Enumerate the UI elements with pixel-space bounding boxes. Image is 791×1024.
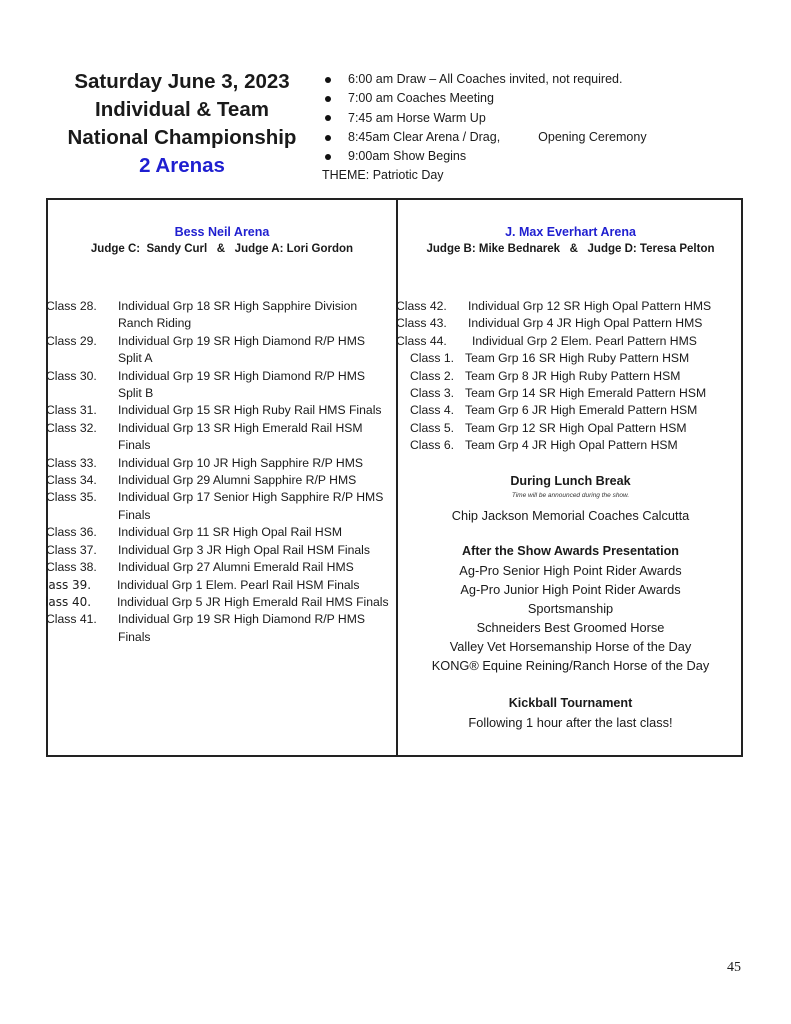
award-item: Sportsmanship (527, 601, 614, 616)
arena-schedule-table (46, 198, 743, 757)
class-description: Individual Grp 27 Alumni Emerald Rail HMS (118, 560, 354, 575)
class-description: Individual Grp 13 SR High Emerald Rail HSM Finals (118, 420, 363, 453)
class-row (398, 368, 743, 385)
class-number: Class 37. (46, 542, 97, 557)
bullet-icon (325, 77, 331, 83)
schedule-item (322, 109, 647, 128)
class-description: Individual Grp 19 SR High Diamond R/P HMS Finals (118, 612, 366, 644)
class-number: Class 29. (46, 333, 97, 348)
title-championship: National Championship (67, 126, 297, 149)
class-description: Individual Grp 5 JR High Emerald Rail HMS Finals (117, 594, 389, 609)
page-title-block (44, 68, 320, 180)
class-row (45, 594, 396, 611)
kickball-text: Following 1 hour after the last class! (468, 715, 673, 730)
class-description: Individual Grp 10 JR High Sapphire R/P HMS (118, 455, 363, 470)
class-row (48, 298, 396, 333)
class-number: Class 4. (410, 403, 455, 418)
theme-line: THEME: Patriotic Day (322, 168, 444, 183)
schedule-item-text: 6:00 am Draw – All Coaches invited, not required. (348, 72, 623, 86)
class-number: lass 39. (45, 577, 92, 592)
class-row (45, 577, 396, 594)
class-number: Class 31. (46, 403, 97, 418)
page-number: 45 (727, 960, 741, 975)
class-row (48, 333, 396, 368)
award-item: Ag-Pro Junior High Point Rider Awards (460, 582, 681, 597)
class-row (48, 368, 396, 403)
class-row (48, 472, 396, 489)
class-row (398, 420, 743, 437)
class-description: Individual Grp 17 Senior High Sapphire R/P HMS Finals (118, 490, 384, 522)
title-date: Saturday June 3, 2023 (74, 70, 290, 93)
bullet-icon (325, 154, 331, 160)
kickball-heading: Kickball Tournament (508, 696, 633, 710)
class-row (398, 350, 743, 367)
arena-name: Bess Neil Arena (174, 225, 270, 239)
class-description: Team Grp 8 JR High Ruby Pattern HSM (465, 368, 681, 383)
class-number: Class 41. (46, 612, 97, 627)
class-number: Class 35. (46, 490, 97, 505)
class-row (48, 489, 396, 524)
class-number: Class 34. (46, 473, 97, 488)
class-row (48, 611, 396, 646)
left-class-list (45, 298, 396, 646)
class-number: Class 5. (410, 420, 455, 435)
class-row (398, 315, 743, 332)
class-description: Individual Grp 12 SR High Opal Pattern HMS (468, 299, 712, 313)
arena-judges: Judge B: Mike Bednarek & Judge D: Teresa Pelton (426, 243, 715, 255)
bullet-icon (325, 96, 331, 102)
class-row (48, 420, 396, 455)
class-number: Class 6. (410, 438, 455, 453)
class-description: Individual Grp 3 JR High Opal Rail HSM Finals (118, 542, 370, 557)
class-description: Individual Grp 15 SR High Ruby Rail HMS Finals (118, 403, 382, 418)
class-number: Class 43. (396, 316, 447, 331)
morning-schedule (322, 70, 647, 186)
class-number: Class 30. (46, 368, 97, 383)
schedule-item-text: 8:45am Clear Arena / Drag, (348, 129, 501, 144)
schedule-item (322, 89, 647, 108)
lunch-event: Chip Jackson Memorial Coaches Calcutta (451, 508, 690, 523)
award-item: Schneiders Best Groomed Horse (476, 620, 665, 635)
class-row (48, 559, 396, 576)
schedule-item-text: 9:00am Show Begins (348, 149, 467, 164)
class-number: Class 36. (46, 525, 97, 540)
class-description: Team Grp 12 SR High Opal Pattern HSM (465, 420, 687, 435)
class-description: Team Grp 14 SR High Emerald Pattern HSM (465, 386, 707, 401)
class-number: Class 2. (410, 368, 455, 383)
class-number: Class 38. (46, 560, 97, 575)
class-row (398, 402, 743, 419)
class-row (48, 542, 396, 559)
left-arena-header (48, 224, 396, 258)
title-arenas: 2 Arenas (139, 154, 225, 177)
class-row (48, 524, 396, 541)
class-description: Team Grp 6 JR High Emerald Pattern HSM (465, 403, 698, 418)
class-row (398, 385, 743, 402)
title-event-type: Individual & Team (95, 98, 269, 121)
class-description: Individual Grp 19 SR High Diamond R/P HMS Split A (118, 333, 366, 366)
class-number: Class 3. (410, 386, 455, 401)
award-item: Ag-Pro Senior High Point Rider Awards (459, 563, 682, 578)
class-description: Individual Grp 18 SR High Sapphire Division Ranch Riding (118, 299, 358, 331)
award-item: Valley Vet Horsemanship Horse of the Day (449, 639, 692, 654)
class-number: lass 40. (45, 594, 92, 609)
class-description: Individual Grp 4 JR High Opal Pattern HMS (468, 316, 703, 331)
schedule-item-extra: Opening Ceremony (538, 129, 647, 144)
special-events (398, 472, 743, 732)
class-description: Individual Grp 29 Alumni Sapphire R/P HMS (118, 473, 357, 488)
award-item: KONG® Equine Reining/Ranch Horse of the Day (431, 658, 710, 673)
class-number: Class 1. (410, 351, 455, 366)
class-row (398, 298, 743, 315)
class-number: Class 44. (396, 333, 447, 348)
bullet-icon (325, 115, 331, 121)
arena-judges: Judge C: Sandy Curl & Judge A: Lori Gordon (90, 243, 354, 255)
lunch-note: Time will be announced during the show. (511, 492, 630, 499)
class-row (398, 333, 743, 350)
left-arena-column (45, 200, 396, 755)
right-arena-header (398, 224, 743, 258)
bullet-icon (325, 135, 331, 141)
class-description: Team Grp 4 JR High Opal Pattern HSM (465, 438, 678, 453)
right-class-list (398, 298, 743, 455)
awards-heading: After the Show Awards Presentation (462, 544, 679, 558)
right-arena-column (398, 200, 743, 755)
class-description: Individual Grp 11 SR High Opal Rail HSM (118, 525, 342, 540)
class-row (48, 455, 396, 472)
class-row (398, 437, 743, 454)
class-number: Class 28. (46, 299, 97, 313)
class-row (48, 402, 396, 419)
class-description: Individual Grp 2 Elem. Pearl Pattern HMS (472, 333, 697, 348)
class-number: Class 42. (396, 299, 447, 313)
schedule-item-text: 7:45 am Horse Warm Up (348, 110, 486, 125)
schedule-item-text: 7:00 am Coaches Meeting (348, 91, 494, 106)
schedule-item (322, 128, 647, 147)
class-description: Individual Grp 1 Elem. Pearl Rail HSM Finals (117, 577, 360, 592)
schedule-item (322, 70, 647, 89)
class-number: Class 33. (46, 455, 97, 470)
lunch-heading: During Lunch Break (510, 474, 631, 488)
arena-name: J. Max Everhart Arena (505, 225, 636, 239)
class-description: Individual Grp 19 SR High Diamond R/P HMS Split B (118, 368, 366, 401)
class-description: Team Grp 16 SR High Ruby Pattern HSM (465, 351, 690, 366)
class-number: Class 32. (46, 420, 97, 435)
schedule-item (322, 147, 647, 166)
